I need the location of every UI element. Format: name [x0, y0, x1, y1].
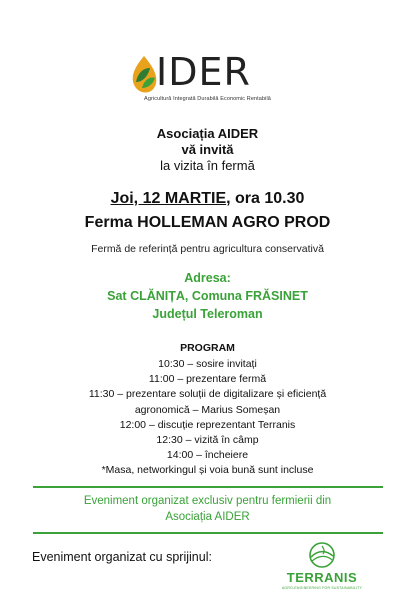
program-heading: PROGRAM [180, 342, 235, 354]
program-item: 12:00 – discuție reprezentant Terranis [119, 418, 296, 431]
program-item: agronomică – Marius Someșan [134, 403, 281, 416]
invites-text: vă invită [181, 142, 234, 157]
address-line-2: Județul Teleroman [152, 307, 263, 321]
sponsor-tagline: AGRO-ENGINEERING FOR SUSTAINABILITY [281, 586, 363, 590]
program-item: 10:30 – sosire invitați [158, 358, 257, 370]
exclusive-note-line-2: Asociația AIDER [165, 511, 250, 523]
event-date-time: , ora 10.30 [226, 190, 305, 207]
divider [33, 532, 383, 534]
logo-wordmark: IDER [156, 50, 251, 94]
event-date-day: Joi, 12 MARTIE [110, 190, 227, 207]
program-item: 12:30 – vizită în câmp [156, 434, 259, 447]
globe-swoosh-icon [302, 540, 342, 570]
visit-text: la vizita în fermă [160, 158, 255, 173]
address-line-1: Sat CLĂNIȚA, Comuna FRĂSINET [107, 289, 308, 303]
sponsor-name: TERRANIS [286, 570, 358, 585]
program-item: 11:30 – prezentare soluții de digitalizare și eficiență [88, 388, 327, 401]
program-item: 11:00 – prezentare fermă [148, 373, 267, 386]
farm-description: Fermă de referință pentru agricultura conservativă [91, 243, 324, 255]
support-text: Eveniment organizat cu sprijinul: [32, 550, 212, 564]
organization-name: Asociația AIDER [156, 126, 259, 141]
aider-logo [128, 50, 278, 100]
address-heading: Adresa: [184, 271, 231, 285]
program-item: *Masa, networkingul și voia bună sunt incluse [101, 464, 314, 477]
program-list [0, 357, 415, 479]
event-date [0, 190, 415, 208]
exclusive-note-line-1: Eveniment organizat exclusiv pentru fermierii din [83, 495, 332, 507]
terranis-logo [276, 540, 368, 592]
divider [33, 486, 383, 488]
logo-tagline: Agricultură Integrată Durabilă Economic Rentabilă [144, 96, 271, 102]
farm-name: Ferma HOLLEMAN AGRO PROD [84, 214, 331, 231]
exclusive-note [0, 493, 415, 525]
program-item: 14:00 – încheiere [166, 449, 249, 462]
